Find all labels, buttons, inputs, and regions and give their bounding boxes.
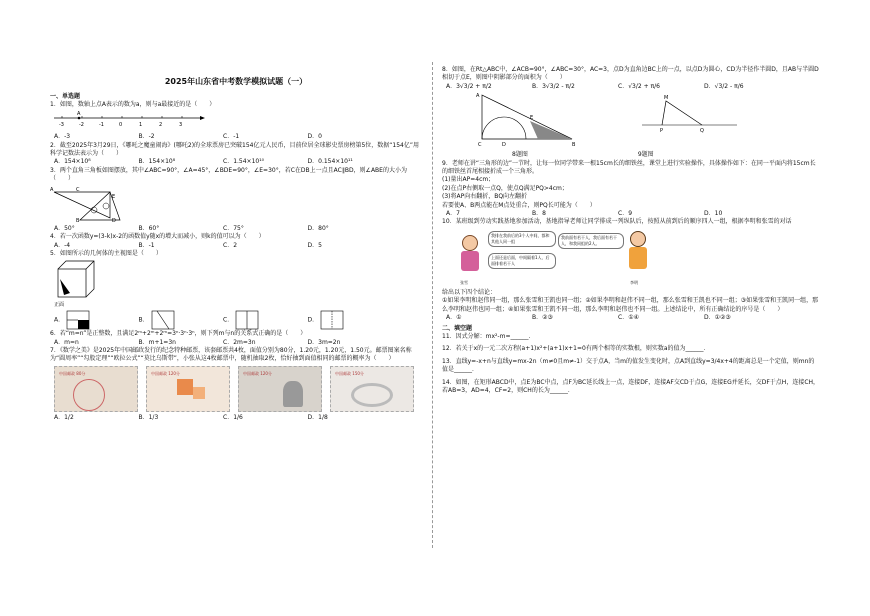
option[interactable]: B．②③: [532, 314, 553, 322]
option[interactable]: D．1/8: [307, 413, 328, 421]
q9-step-4: 若要使A、B两点能在M点处重合，则PQ长可能为（ ）: [442, 201, 596, 209]
q9-figure: [642, 91, 742, 151]
figures-row: [472, 91, 820, 151]
option[interactable]: C．2m=3n: [223, 338, 256, 346]
label-c: C: [478, 142, 482, 149]
q5-options: [50, 310, 422, 330]
option[interactable]: A．7: [446, 210, 460, 218]
option[interactable]: D．80°: [307, 225, 329, 233]
number-line-tick-label: -3: [59, 121, 64, 128]
circle-decor: [91, 207, 97, 213]
stamp-mobius: [330, 366, 414, 412]
folded-wire: [662, 101, 702, 125]
label-b: B: [76, 217, 80, 222]
question-13: 13．直线y=-x+n与直线y=mx-2n（m≠0且m≠-1）交于点A，当m的值发生变化时，点A到直线y=3/4x+4的距离总是一个定值，则mn的值是______．: [442, 357, 815, 374]
name-label: 李明: [630, 279, 638, 285]
option[interactable]: C．1/6: [223, 413, 243, 421]
question-12: 12．若关于x的一元二次方程(a+1)x²+(a+1)x+1=0有两个相等的实数根，则实数a的值为______．: [442, 345, 710, 353]
point-a-label: A: [77, 110, 81, 117]
number-line-tick-label: -2: [79, 121, 84, 128]
option-label: A．: [54, 316, 65, 324]
label-d: D: [112, 217, 116, 222]
q9-step-1: (1)量出AP=4cm；: [442, 176, 495, 184]
speech-bubble: 我前面有若干人，我后面有若干人，和我同组的2人。: [558, 233, 624, 249]
option[interactable]: A．1/2: [54, 413, 74, 421]
stamp-text: 中国邮政 120分: [243, 370, 272, 376]
section-heading: 二、填空题: [442, 324, 473, 332]
boy-figure: [626, 231, 650, 271]
question-1: 1．如图，数轴上点A表示的数为a，则与a最接近的是（ ）: [50, 101, 216, 109]
number-line-arrow: [200, 116, 205, 120]
number-line-tick-label: 2: [159, 121, 163, 128]
option[interactable]: A．154×10⁸: [54, 158, 91, 166]
q10-given: 给出以下四个结论：: [442, 288, 497, 296]
q10-conclusions: ①如果李明和赵伟同一组，那么张雪和王凯也同一组；②如果李明和赵伟不同一组，那么张雪和王凯也不同一组；③如果张雪和王凯同一组，那么李明和赵伟也同一组；④如果张雪和王凯不同一组，那么李明和赵伟也不同一组。上述结论中，所有正确结论的序号是（ ）: [442, 297, 819, 313]
option[interactable]: C．-1: [223, 133, 240, 141]
number-line-tick-label: -1: [99, 121, 104, 128]
option[interactable]: D．①②③: [704, 314, 731, 322]
number-line-tick-label: 1: [139, 121, 143, 128]
option[interactable]: B．-1: [138, 241, 155, 249]
label-q: Q: [700, 128, 704, 135]
speech-bubble: 我排在我前后的3个人中间，都和其他人同一组: [488, 231, 556, 247]
option[interactable]: C．①④: [618, 314, 639, 322]
stamps-row: [54, 366, 422, 412]
dialogue-figure: [442, 229, 820, 287]
option[interactable]: D．10: [704, 210, 723, 218]
point-a-marker: [78, 117, 81, 120]
option[interactable]: C．9: [618, 210, 633, 218]
option[interactable]: A．m=n: [54, 338, 79, 346]
option-c[interactable]: [223, 310, 308, 330]
semicircle-d: [482, 117, 526, 139]
girl-figure: [458, 235, 482, 275]
triangles-figure: [50, 184, 130, 222]
option[interactable]: D．0.154×10¹¹: [307, 158, 353, 166]
stamp-text: 中国邮政 150分: [335, 370, 364, 376]
speech-bubble: 上面还是后面，中间隔着1人，后面排着若干人: [488, 253, 556, 269]
front-label: 正面: [54, 301, 65, 307]
question-14: 14．如图，在矩形ABCD中，点E为BC中点，点F为BC延长线上一点，连接DF，连接AF交CD于点G，连接EG并延长，交DF于点H，连接CH，若AB=3，AD=4，CF=2，则CH的长为______．: [442, 378, 820, 394]
option[interactable]: A．-4: [54, 241, 71, 249]
name-label: 张雪: [460, 279, 468, 285]
view-b-icon: [151, 310, 175, 330]
triangle-abc: [482, 95, 572, 139]
option[interactable]: B．154×10⁸: [138, 158, 176, 166]
q8-options: [442, 83, 820, 91]
option-label: C．: [223, 316, 234, 324]
option[interactable]: C．75°: [223, 225, 244, 233]
label-a: A: [476, 93, 480, 100]
view-c-icon: [235, 310, 259, 330]
question-11: 11．因式分解：mx²-m=______．: [442, 332, 535, 340]
option[interactable]: C．√3/2 + π/6: [618, 82, 660, 90]
label-d: D: [502, 142, 506, 149]
option-d[interactable]: [308, 310, 393, 330]
option[interactable]: A．3√3/2 + π/2: [446, 82, 492, 90]
captions-row: [512, 151, 820, 159]
view-d-icon: [320, 310, 344, 330]
cube-notch: [60, 279, 70, 295]
question-9: 9．老师在讲“三角形的边”一节时，让每一位同学带来一根15cm长的细铁丝，课堂上进行实验操作，具体操作如下：在同一平面内将15cm长的细铁丝首尾相接折成一个三角形。: [442, 159, 816, 176]
question-8: 8．如图，在Rt△ABC中，∠ACB=90°，∠ABC=30°，AC=3，点D为直角边BC上的一点，以点D为圆心，CD为半径作半圆D，且AB与半圆D相切于点E，则图中阴影部分的面积为（ ）: [442, 66, 819, 82]
section-heading: 一、单选题: [50, 93, 81, 100]
stamp-pythagoras: [146, 366, 230, 412]
stamp-portrait: [283, 381, 303, 407]
q9-step-2: (2)在点P右侧取一点Q，使点Q满足PQ>4cm；: [442, 184, 568, 192]
option[interactable]: B．60°: [138, 225, 160, 233]
q9-step-3: (3)将AP向右翻折，BQ向左翻折: [442, 193, 528, 201]
q8-figure: [472, 91, 582, 151]
label-m: M: [664, 95, 669, 102]
stamp-text: 中国邮政 120分: [151, 370, 180, 376]
fig8-caption: 8题图: [512, 151, 528, 159]
label-e: E: [530, 115, 534, 122]
option-label: D．: [307, 316, 319, 324]
question-5: 5．如图所示的几何体的主视图是（ ）: [50, 250, 162, 258]
fig9-caption: 9题图: [637, 151, 654, 159]
option[interactable]: B．m+1=3n: [138, 338, 176, 346]
option[interactable]: A．①: [446, 314, 462, 322]
option[interactable]: D．0: [307, 133, 322, 141]
option[interactable]: B．3√3/2 - π/2: [532, 82, 575, 90]
q7-options: [50, 414, 422, 422]
left-column: [50, 91, 422, 422]
label-a: A: [50, 186, 54, 193]
view-a-icon: [66, 310, 90, 330]
stamp-band: [351, 383, 393, 407]
stamp-text: 中国邮政 80分: [59, 370, 86, 376]
option[interactable]: A．50°: [54, 225, 75, 233]
column-divider: [432, 62, 433, 548]
stamp-euler: [238, 366, 322, 412]
option[interactable]: B．1/3: [138, 413, 159, 421]
right-column: [442, 66, 820, 395]
page-title: 2025年山东省中考数学模拟试题（一）: [164, 77, 308, 86]
label-e: E: [112, 193, 116, 200]
option[interactable]: D．√3/2 - π/6: [704, 82, 744, 90]
option[interactable]: D．3m=2n: [307, 338, 341, 346]
option-a[interactable]: [54, 310, 139, 330]
question-4: 4．若一次函数y=(3-k)x-2的函数值y随x的增大而减小，则k的值可以为（ ）: [50, 233, 265, 241]
question-10: 10．某班级到劳动实践基地参加活动，基地指导老师让同学排成一列纵队后，按照从前到后的顺序四人一组，根据李明和张雪的对话: [442, 218, 792, 226]
option-label: B．: [138, 316, 149, 324]
question-7: 7．《数学之美》是2025年中国邮政发行的纪念特种邮票，该套邮票共4枚，面值分别为80分，1.20元，1.20元，1.50元。邮票图案名称为“圆周率”“勾股定理”“欧拉公式”“莫比乌斯带”，小张从这4枚邮票中，随机抽取2枚，恰好抽到面值相同的邮票的概率为（ ）: [50, 346, 412, 363]
option[interactable]: B．-2: [138, 133, 155, 141]
number-line-tick-label: 0: [119, 121, 123, 128]
q6-options: [50, 339, 422, 347]
option[interactable]: C．1.54×10¹⁰: [223, 158, 265, 166]
label-p: P: [660, 128, 664, 135]
option[interactable]: C．2: [223, 241, 238, 249]
cube-edge: [86, 261, 94, 269]
stamp-pi: [54, 366, 138, 412]
question-3: 3．两个直角三角板如图摆放，其中∠ABC=90°，∠A=45°，∠BDE=90°，∠E=30°，若C在DB上一点且AC∥BD，则∠ABE的大小为（ ）: [50, 166, 407, 183]
option[interactable]: B．8: [532, 210, 546, 218]
q2-options: [50, 158, 422, 166]
option-b[interactable]: [139, 310, 224, 330]
option[interactable]: A．-3: [54, 133, 71, 141]
stamp-square: [193, 387, 205, 399]
triangle-abc: [54, 192, 110, 218]
q10-options: [442, 314, 820, 322]
number-line-tick-label: 3: [179, 121, 183, 128]
q1-options: [50, 133, 422, 141]
question-2: 2．截至2025年3月29日，《哪吒之魔童闹海》(哪吒2)的全球票房已突破154亿元人民币，目前位居全球影史票房榜第5位，数据“154亿”用科学记数法表示为（ ）: [50, 141, 419, 158]
question-6: 6．若“m=n”是正整数，且满足2ᵐ+2ᵐ+2ᵐ=3ⁿ·3ⁿ·3ⁿ，则下列m与n的关系式正确的是（ ）: [50, 330, 307, 338]
label-b: B: [572, 142, 576, 149]
number-line-figure: [50, 110, 210, 130]
circle-decor: [103, 203, 109, 209]
solid-figure: [50, 259, 110, 307]
label-c: C: [76, 186, 80, 193]
option[interactable]: D．5: [307, 241, 322, 249]
stamp-circle: [73, 379, 105, 411]
stamp-square: [177, 379, 193, 395]
